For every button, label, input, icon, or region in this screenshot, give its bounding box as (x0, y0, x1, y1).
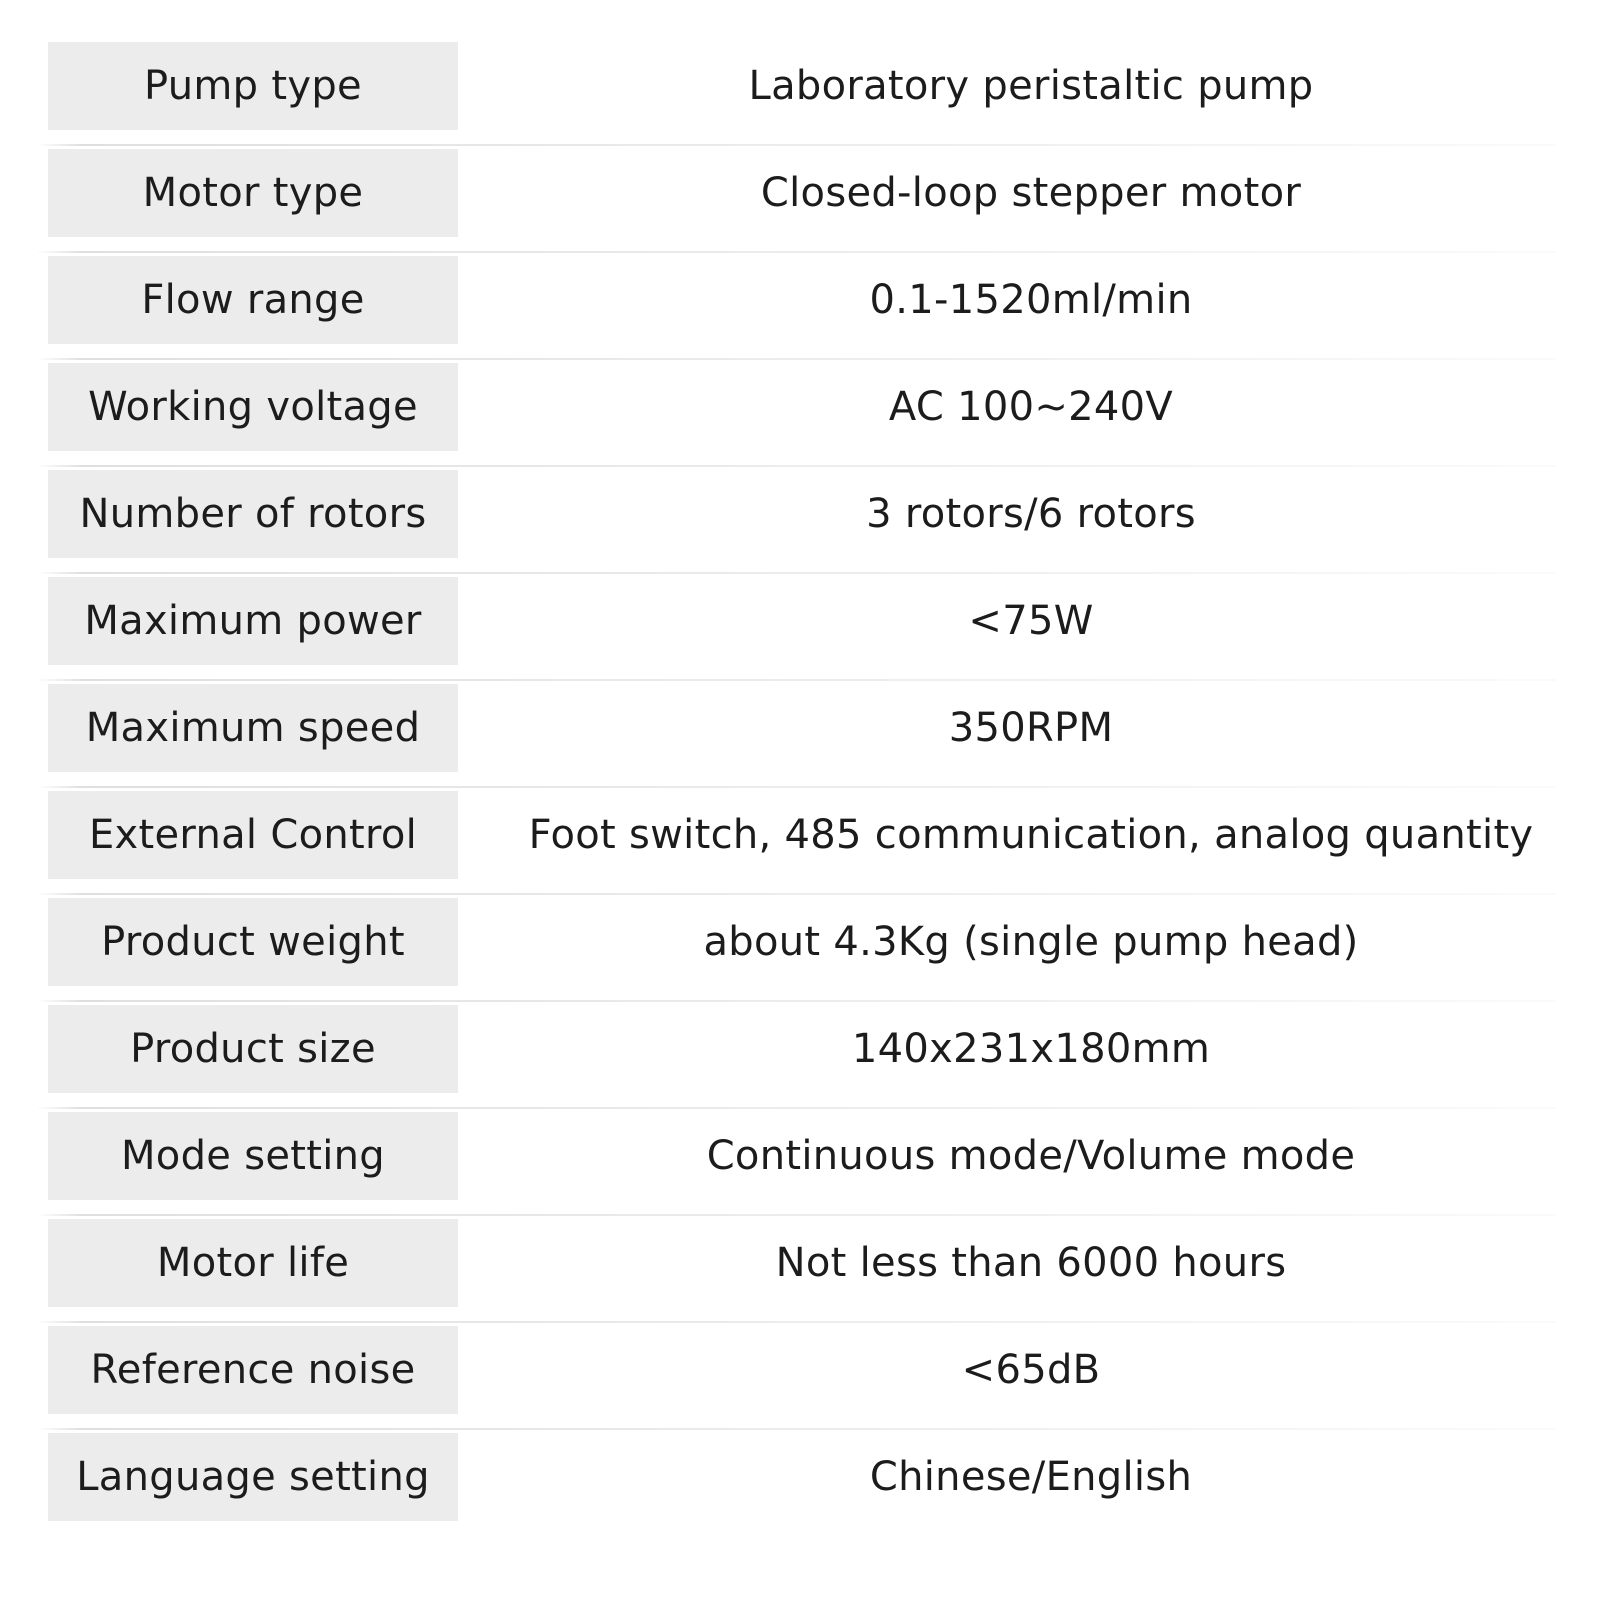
spec-row-language-setting (36, 1433, 1556, 1540)
spec-row-motor-life (36, 1219, 1556, 1326)
spec-row-maximum-power (36, 577, 1556, 684)
spec-row-product-weight (36, 898, 1556, 1005)
spec-value: Laboratory peristaltic pump (748, 63, 1314, 109)
spec-value: 3 rotors/6 rotors (866, 491, 1196, 537)
spec-label: Working voltage (48, 363, 458, 451)
spec-label: Number of rotors (48, 470, 458, 558)
spec-label: External Control (48, 791, 458, 879)
spec-row-pump-type (36, 42, 1556, 149)
spec-value: Closed-loop stepper motor (760, 170, 1302, 216)
spec-row-working-voltage (36, 363, 1556, 470)
spec-row-external-control (36, 791, 1556, 898)
spec-label: Language setting (48, 1433, 458, 1521)
spec-value: about 4.3Kg (single pump head) (703, 919, 1359, 965)
spec-label: Product weight (48, 898, 458, 986)
spec-value: Foot switch, 485 communication, analog quantity (528, 812, 1534, 858)
spec-value: <75W (968, 598, 1094, 644)
spec-label: Motor type (48, 149, 458, 237)
spec-label: Flow range (48, 256, 458, 344)
spec-label: Maximum power (48, 577, 458, 665)
spec-row-mode-setting (36, 1112, 1556, 1219)
spec-value: 140x231x180mm (851, 1026, 1211, 1072)
spec-label: Mode setting (48, 1112, 458, 1200)
spec-value: Not less than 6000 hours (775, 1240, 1287, 1286)
spec-table (36, 42, 1556, 1540)
spec-value: AC 100~240V (888, 384, 1174, 430)
spec-row-number-of-rotors (36, 470, 1556, 577)
spec-value: Continuous mode/Volume mode (706, 1133, 1356, 1179)
spec-label: Reference noise (48, 1326, 458, 1414)
spec-label: Product size (48, 1005, 458, 1093)
spec-row-maximum-speed (36, 684, 1556, 791)
spec-value: 0.1-1520ml/min (869, 277, 1193, 323)
spec-label: Motor life (48, 1219, 458, 1307)
spec-row-motor-type (36, 149, 1556, 256)
spec-row-product-size (36, 1005, 1556, 1112)
spec-row-flow-range (36, 256, 1556, 363)
spec-value: Chinese/English (869, 1454, 1193, 1500)
spec-value: 350RPM (948, 705, 1114, 751)
spec-row-reference-noise (36, 1326, 1556, 1433)
spec-value: <65dB (961, 1347, 1101, 1393)
spec-label: Pump type (48, 42, 458, 130)
spec-label: Maximum speed (48, 684, 458, 772)
